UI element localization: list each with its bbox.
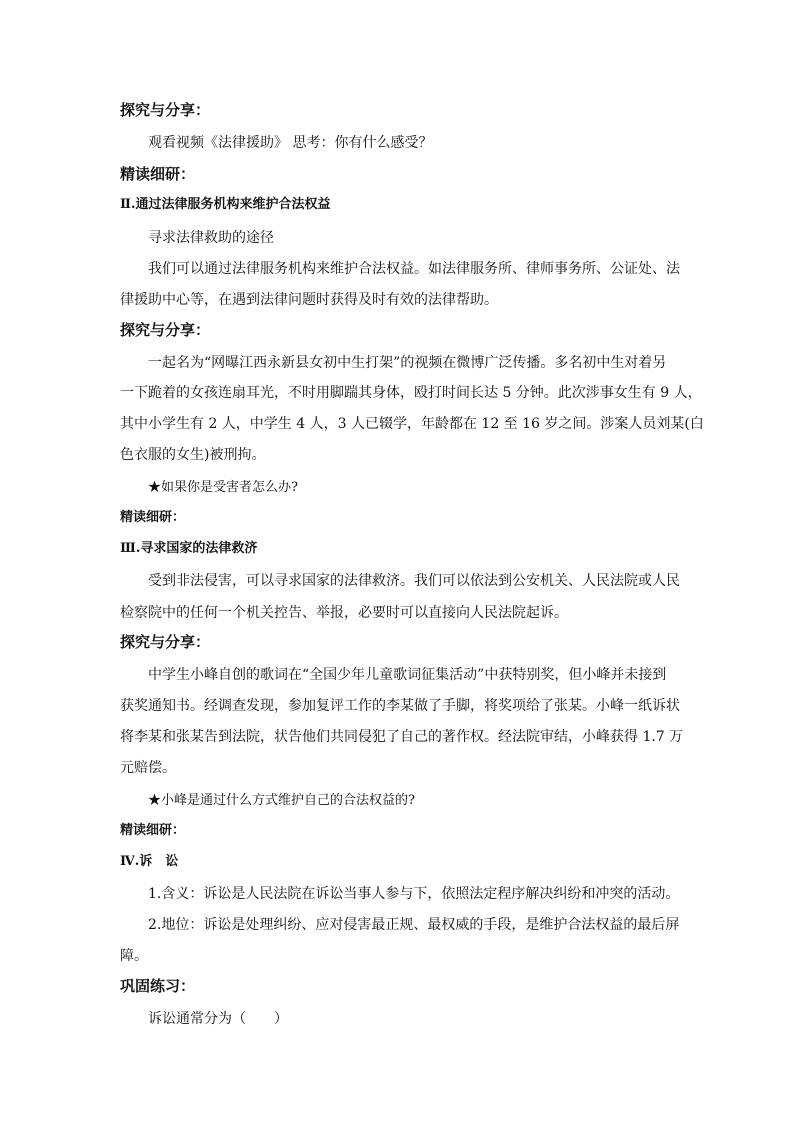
- subheading: Ⅲ.寻求国家的法律救济: [120, 541, 258, 556]
- heading-close-reading: 精读细研：: [120, 165, 196, 183]
- paragraph-line: 获奖通知书。经调查发现，参加复评工作的李某做了手脚，将奖项给了张某。小峰一纸诉状: [120, 698, 680, 714]
- heading-explore-share: 探究与分享：: [120, 633, 211, 651]
- paragraph-line: 1.含义：诉讼是人民法院在诉讼当事人参与下，依照法定程序解决纠纷和冲突的活动。: [148, 886, 680, 902]
- paragraph-line: 我们可以通过法律服务机构来维护合法权益。如法律服务所、律师事务所、公证处、法: [148, 261, 680, 277]
- question: ★如果你是受害者怎么办?: [148, 480, 298, 495]
- paragraph-line: 中学生小峰自创的歌词在“全国少年儿童歌词征集活动”中获特别奖，但小峰并未接到: [148, 667, 667, 683]
- question: ★小峰是通过什么方式维护自己的合法权益的?: [148, 793, 415, 808]
- heading-close-reading: 精读细研：: [120, 823, 186, 838]
- paragraph-line: 律援助中心等，在遇到法律问题时获得及时有效的法律帮助。: [120, 292, 498, 308]
- heading-explore-share: 探究与分享：: [120, 101, 211, 119]
- subheading: Ⅳ.诉 讼: [120, 854, 179, 869]
- paragraph-line: 将李某和张某告到法院，状告他们共同侵犯了自己的著作权。经法院审结，小峰获得 1.7 万: [120, 729, 684, 745]
- subheading: Ⅱ.通过法律服务机构来维护合法权益: [120, 197, 331, 212]
- paragraph: 观看视频《法律援助》 思考：你有什么感受？: [148, 135, 433, 151]
- paragraph-line: 一起名为“网曝江西永新县女初中生打架”的视频在微博广泛传播。多名初中生对着另: [148, 355, 667, 371]
- paragraph-line: 受到非法侵害，可以寻求国家的法律救济。我们可以依法到公安机关、人民法院或人民: [148, 573, 680, 589]
- paragraph-line: 一下跪着的女孩连扇耳光，不时用脚踹其身体，殴打时间长达 5 分钟。此次涉事女生有 9 人，: [120, 385, 702, 401]
- paragraph-line: 其中小学生有 2 人，中学生 4 人，3 人已辍学，年龄都在 12 至 16 岁之间。涉案人员刘某(白: [120, 416, 704, 432]
- paragraph: 寻求法律救助的途径: [148, 230, 274, 246]
- paragraph-line: 2.地位：诉讼是处理纠纷、应对侵害最正规、最权威的手段，是维护合法权益的最后屏: [148, 917, 680, 933]
- heading-close-reading: 精读细研：: [120, 510, 186, 525]
- paragraph-line: 元赔偿。: [120, 760, 176, 776]
- paragraph-line: 色衣服的女生)被刑拘。: [120, 447, 266, 463]
- paragraph-line: 障。: [120, 948, 148, 964]
- heading-explore-share: 探究与分享：: [120, 321, 211, 339]
- exercise-question: 诉讼通常分为（ ）: [148, 1011, 288, 1027]
- paragraph-line: 检察院中的任何一个机关控告、举报，必要时可以直接向人民法院起诉。: [120, 605, 568, 621]
- heading-practice: 巩固练习：: [120, 977, 196, 995]
